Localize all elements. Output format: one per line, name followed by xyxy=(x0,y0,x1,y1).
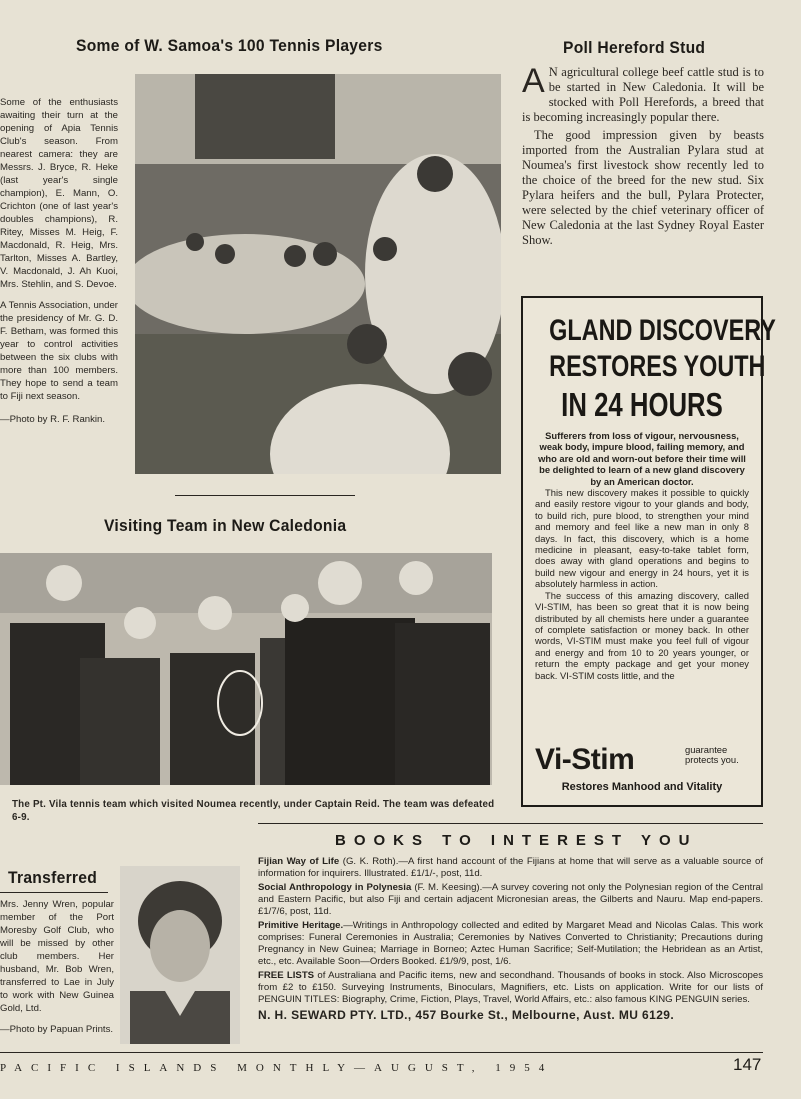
book-item-title: Primitive Heritage. xyxy=(258,920,344,931)
transferred-caption xyxy=(0,898,114,1036)
books-list xyxy=(258,856,763,1021)
book-item xyxy=(258,920,763,968)
hereford-para-1-text: N agricultural college beef cattle stud is to be started in New Caledonia. It will be stocked with Poll Herefords, a breed that is becoming increasingly popular there. xyxy=(522,65,764,124)
books-title: BOOKS TO INTEREST YOU xyxy=(335,832,698,849)
tennis-photo-art xyxy=(135,74,501,474)
books-top-rule xyxy=(258,823,763,824)
tennis-caption xyxy=(0,96,118,426)
hereford-dropcap: A xyxy=(522,62,545,100)
transferred-headline: Transferred xyxy=(8,868,98,887)
tennis-headline: Some of W. Samoa's 100 Tennis Players xyxy=(76,36,383,55)
tennis-caption-para-2: A Tennis Association, under the presidency of Mr. G. D. F. Betham, was formed this year to control activities between the six clubs with more than 100 members. They hope to send a team to Fiji next season. xyxy=(0,300,118,402)
ad-headline-line-2: RESTORES YOUTH xyxy=(549,350,766,383)
book-item-title: FREE LISTS xyxy=(258,970,315,981)
tennis-photo-credit: —Photo by R. F. Rankin. xyxy=(0,414,106,425)
vi-stim-advertisement xyxy=(521,296,776,807)
ad-para-3: The success of this amazing discovery, called VI-STIM, has been so great that it is now being distributed by all chemists here under a guarantee of complete satisfaction or money back. In other words, VI-STIM must make you feel full of vigour and energy and from 10 to 20 years younger, or return the empty package and get your money back. VI-STIM costs little, and the xyxy=(535,589,749,681)
footer-masthead: PACIFIC ISLANDS MONTHLY—AUGUST, 1954 xyxy=(0,1062,554,1074)
tennis-divider xyxy=(175,495,355,496)
book-item-text: (F. M. Keesing).—A survey covering not only the Polynesian region of the Central and Eastern Pacific, but also Fiji and certain adjacent Micronesian areas, the Gilberts and Nauru. Map end-papers. £1/7/6, post, 11d. xyxy=(258,882,763,917)
ad-brand-row xyxy=(535,743,753,783)
book-item-text: of Australiana and Pacific items, new and secondhand. Thousands of books in stock. Also Microscopes from £2 to £150. Surveying Instruments, Binoculars, Magnifiers, etc. Lists on application. Write for our lists of PENGUIN TITLES: Biography, Crime, Fiction, Plays, Travel, World Affairs, etc.: also famous KING PENGUIN series. xyxy=(258,970,763,1005)
ad-guarantee: guarantee protects you. xyxy=(685,744,739,765)
book-item xyxy=(258,856,763,880)
portrait-art xyxy=(120,866,240,1044)
books-seller: N. H. SEWARD PTY. LTD., 457 Bourke St., Melbourne, Aust. MU 6129. xyxy=(258,1008,675,1022)
jenny-wren-portrait xyxy=(120,866,240,1044)
book-item-title: Social Anthropology in Polynesia xyxy=(258,882,412,893)
hereford-para-1 xyxy=(522,62,764,125)
visiting-team-photo xyxy=(0,553,492,785)
book-item-title: Fijian Way of Life xyxy=(258,856,340,867)
transferred-caption-text: Mrs. Jenny Wren, popular member of the Port Moresby Golf Club, who will be missed by other club members. Her husband, Mr. Bob Wren, transferred to Lae in July to work with New Guinea Gold, Ltd. xyxy=(0,899,114,1014)
visiting-photo-art xyxy=(0,553,492,785)
tennis-caption-para-1: Some of the enthusiasts awaiting their turn at the opening of Apia Tennis Club's season. From nearest camera: they are Messrs. J. Bryce, R. Heke (last year's single champion), E. Mann, O. Crichton (one of last year's doubles champions), R. Ritey, Misses M. Heig, F. Macdonald, R. Heig, Mrs. Tarlton, Misses A. Bartley, V. Macdonald, J. Ah Kuoi, Mrs. Stehlin, and S. Devoe. xyxy=(0,97,118,290)
page-number: 147 xyxy=(733,1055,762,1074)
hereford-para-2: The good impression given by beasts imported from the Australian Pylara stud at Noumea's first livestock show recently led to the choice of the breed for the new stud. Six Pylara heifers and the bull, Pylara Protecter, were selected by the chief veterinary officer of New Caledonia at the last Sydney Royal Easter Show. xyxy=(522,128,764,247)
ad-body xyxy=(523,421,761,681)
visiting-headline: Visiting Team in New Caledonia xyxy=(104,516,347,535)
book-item-text: (G. K. Roth).—A first hand account of the Fijians at home that will serve as a valuable source of information for inquirers. Illustrated. £1/1/-, post, 11d. xyxy=(258,856,763,879)
ad-para-2: This new discovery makes it possible to quickly and easily restore vigour to your glands and body, to build rich, pure blood, to strengthen your mind and memory and feel like a new man in only 8 days. In fact, this discovery, which is a home medicine in pleasant, easy-to-take tablet form, does away with gland operations and begins to build new vigour and energy in 24 hours, yet it is absolutely harmless in action. xyxy=(535,487,749,590)
ad-headline-line-1: GLAND DISCOVERY xyxy=(549,314,776,347)
transferred-rule xyxy=(0,892,108,893)
ad-para-1: Sufferers from loss of vigour, nervousness, weak body, impure blood, failing memory, and who are old and worn-out before their time will be delighted to learn of a new gland discovery by an American doctor. xyxy=(538,430,746,487)
ad-tagline: Restores Manhood and Vitality xyxy=(561,781,723,793)
tennis-players-photo xyxy=(135,74,501,474)
book-item xyxy=(258,970,763,1006)
book-item-text: —Writings in Anthropology collected and edited by Margaret Mead and Nicolas Calas. This work comprises: Funeral Ceremonies in Australia; Ceremonies by Natives Converted to Christianity; Precautions during Pregnancy in New Guinea; Marriage in Borneo; Aztec Human Sacrifice; Self-Mutilation; the Hebridean as an Artist, etc., etc. Available Soon—Orders Booked. £1/9/9, post, 1/6. xyxy=(258,920,763,967)
hereford-article xyxy=(522,62,764,248)
footer-rule xyxy=(0,1052,763,1053)
book-item xyxy=(258,882,763,918)
ad-headline-line-3: IN 24 HOURS xyxy=(561,386,723,423)
visiting-caption: The Pt. Vila tennis team which visited Noumea recently, under Captain Reid. The team was defeated 6-9. xyxy=(12,799,495,823)
hereford-headline: Poll Hereford Stud xyxy=(563,38,706,57)
ad-brand: Vi-Stim xyxy=(535,743,635,776)
transferred-photo-credit: —Photo by Papuan Prints. xyxy=(0,1024,114,1035)
